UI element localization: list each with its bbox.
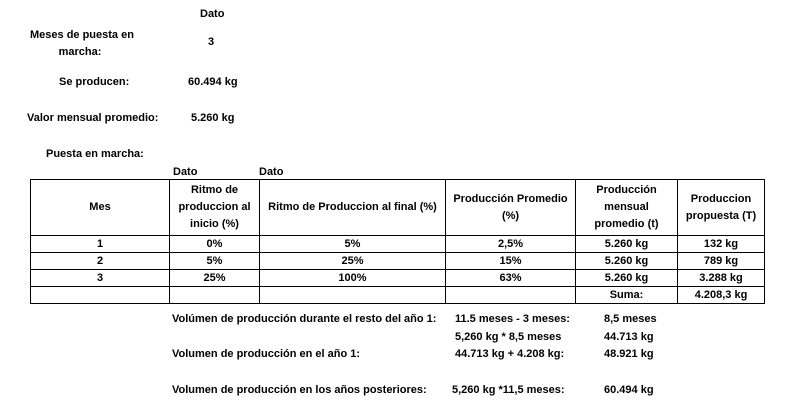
- cell-ritmo-final: 25%: [260, 253, 446, 270]
- mensual-value: 5.260 kg: [191, 112, 235, 124]
- dato-label-1: Dato: [173, 166, 198, 178]
- cell-produccion-promedio: 2,5%: [446, 236, 576, 253]
- meses-label-line2: marcha:: [58, 46, 102, 58]
- header-produccion-promedio: Producción Promedio (%): [446, 180, 576, 236]
- table-sum-row: [31, 287, 765, 304]
- cell-ritmo-inicio: 5%: [170, 253, 260, 270]
- empty-cell: [31, 287, 170, 304]
- header-mes: Mes: [31, 180, 170, 236]
- resto-formula: 11.5 meses - 3 meses:: [455, 313, 570, 325]
- cell-ritmo-inicio: 0%: [170, 236, 260, 253]
- posteriores-result: 60.494 kg: [604, 384, 654, 396]
- producen-value: 60.494 kg: [188, 76, 238, 88]
- header-produccion-mensual: Producción mensual promedio (t): [576, 180, 678, 236]
- anio1-result: 48.921 kg: [604, 348, 654, 360]
- resto-label: Volúmen de producción durante el resto del año 1:: [172, 313, 437, 325]
- cell-ritmo-final: 5%: [260, 236, 446, 253]
- header-ritmo-inicio: Ritmo de produccion al inicio (%): [170, 180, 260, 236]
- cell-produccion-propuesta: 132 kg: [678, 236, 765, 253]
- posteriores-formula: 5,260 kg *11,5 meses:: [452, 384, 565, 396]
- table-row: [31, 236, 765, 253]
- sum-value: 4.208,3 kg: [678, 287, 765, 304]
- resto-result: 8,5 meses: [604, 313, 657, 325]
- empty-cell: [260, 287, 446, 304]
- cell-produccion-promedio: 63%: [446, 270, 576, 287]
- cell-produccion-propuesta: 3.288 kg: [678, 270, 765, 287]
- dato-header: Dato: [200, 8, 225, 20]
- cell-produccion-mensual: 5.260 kg: [576, 236, 678, 253]
- dato-label-2: Dato: [259, 166, 284, 178]
- cell-mes: 3: [31, 270, 170, 287]
- empty-cell: [170, 287, 260, 304]
- cell-mes: 2: [31, 253, 170, 270]
- cell-produccion-promedio: 15%: [446, 253, 576, 270]
- sum-label: Suma:: [576, 287, 678, 304]
- resto-formula-2: 5,260 kg * 8,5 meses: [455, 331, 562, 343]
- empty-cell: [446, 287, 576, 304]
- table-row: [31, 270, 765, 287]
- header-ritmo-final: Ritmo de Produccion al final (%): [260, 180, 446, 236]
- cell-produccion-propuesta: 789 kg: [678, 253, 765, 270]
- meses-label: [30, 27, 134, 61]
- puesta-label: Puesta en marcha:: [46, 148, 144, 160]
- table-row: [31, 253, 765, 270]
- posteriores-label: Volumen de producción en los años posteriores:: [172, 384, 427, 396]
- cell-produccion-mensual: 5.260 kg: [576, 253, 678, 270]
- header-produccion-propuesta: Produccion propuesta (T): [678, 180, 765, 236]
- table-header-row: [31, 180, 765, 236]
- cell-mes: 1: [31, 236, 170, 253]
- meses-label-line1: Meses de puesta en: [30, 29, 134, 41]
- cell-ritmo-final: 100%: [260, 270, 446, 287]
- meses-value: 3: [208, 36, 215, 48]
- mensual-label: Valor mensual promedio:: [27, 112, 159, 124]
- resto-result-2: 44.713 kg: [604, 331, 654, 343]
- puesta-en-marcha-table: [30, 179, 765, 304]
- cell-ritmo-inicio: 25%: [170, 270, 260, 287]
- producen-label: Se producen:: [59, 76, 130, 88]
- anio1-formula: 44.713 kg + 4.208 kg:: [455, 348, 565, 360]
- cell-produccion-mensual: 5.260 kg: [576, 270, 678, 287]
- anio1-label: Volumen de producción en el año 1:: [172, 348, 361, 360]
